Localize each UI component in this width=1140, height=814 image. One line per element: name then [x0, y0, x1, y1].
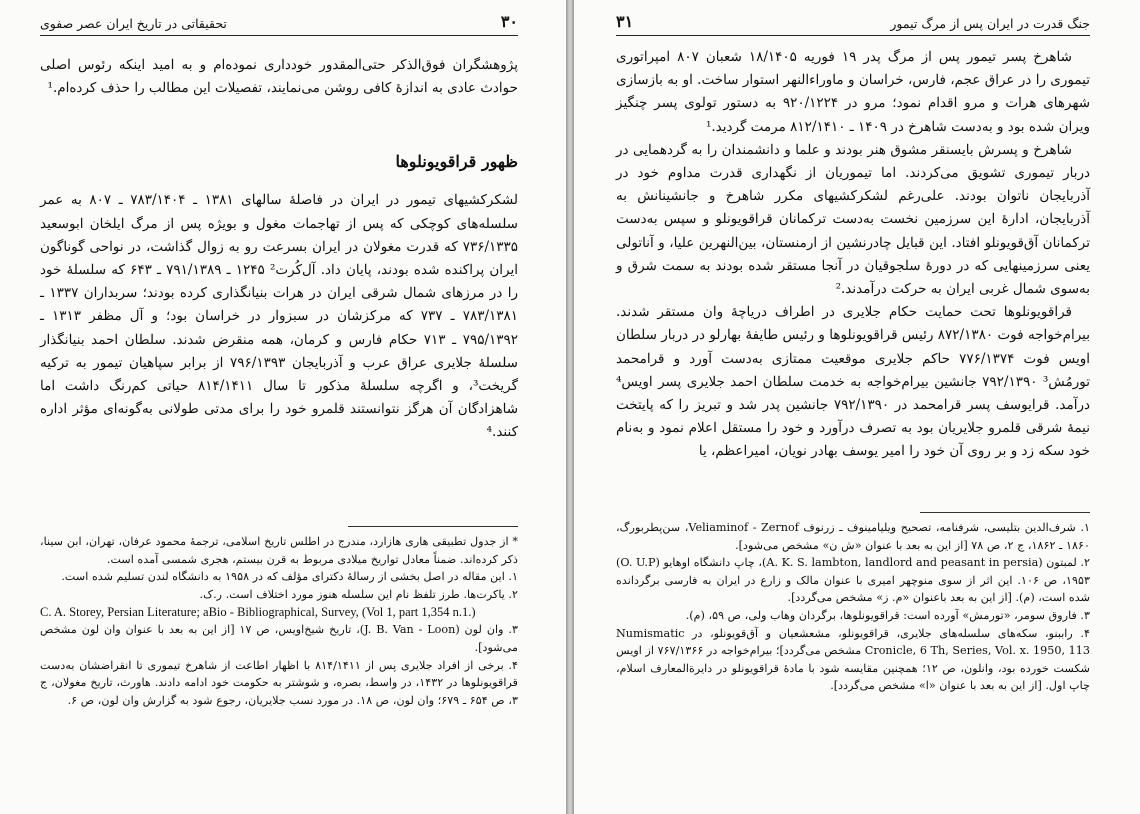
footnote-latin-citation: C. A. Storey, Persian Literature; aBio - Bibliographical, Survey, (Vol 1, part 1,354 n.1.) [40, 605, 476, 620]
right-page-number: ۳۱ [616, 12, 634, 31]
footnote-rule [348, 526, 518, 527]
section-heading: ظهور قراقویونلوها [395, 152, 518, 172]
footnote-rule [920, 512, 1090, 513]
footnote-item: ۳. فاروق سومر، «تورمش» آورده است: قراقویونلوها، برگردان وهاب ولی، ص ۵۹، (م). [685, 608, 1090, 622]
right-running-header [616, 12, 1090, 36]
footnote-item: ۳. وان لون (J. B. Van - Loon)، تاریخ شیخ‌اویس، ص ۱۷ [از این به بعد با عنوان وان لون مشخص می‌شود]. [40, 623, 518, 654]
right-header-title: جنگ قدرت در ایران پس از مرگ تیمور [890, 16, 1090, 31]
left-body [40, 189, 518, 444]
body-paragraph: شاهرخ و پسرش بایسنقر مشوق هنر بودند و علما و دانشمندان را به گردهمایی در دربار تیموری تشویق می‌کردند. اما تیموریان از نگهداری قدرت مداوم خود در آذربایجان ناتوان بودند. علی‌رغم لشکرکشیهای مکرر شاهرخ و جانشینانش به آذربایجان، ادارهٔ این سرزمین نخست به‌دست ترکمانان قراقویونلو و سپس به‌دست ترکمانان آق‌قویونلو افتاد. این قبایل چادرنشین از ارمنستان، بین‌النهرین علیا، و آناتولی یعنی سرزمینهایی که در دورهٔ سلجوقیان در آنجا مستقر شده بودند به سمت شرق و به‌سوی شمال غربی ایران به حرکت درآمدند.² [616, 141, 1090, 298]
footnote-item: ۲. یاکرت‌ها. طرز تلفظ نام این سلسله هنوز مورد اختلاف است. ر.ک. [199, 587, 518, 601]
footnote-item: * از جدول تطبیقی هاری هازارد، مندرج در اطلس تاریخ اسلامی، ترجمهٔ محمود عرفان، تهران، ابن سینا، ذکر کرده‌اند. ضمناً معادل تواریخ میلادی مربوط به قرن بیستم، هجری شمسی آمده است. [40, 535, 518, 566]
right-footnotes [616, 512, 1090, 695]
left-header-title: تحقیقاتی در تاریخ ایران عصر صفوی [40, 16, 227, 31]
left-footnotes [40, 526, 518, 709]
intro-paragraph: پژوهشگران فوق‌الذکر حتی‌المقدور خودداری نموده‌ام و به امید اینکه رئوس اصلی حوادث عادی به اندازهٔ کافی روشن می‌نمایند، تفصیلات این مطالب را حذف کرده‌ام.¹ [40, 57, 518, 97]
right-body [616, 46, 1090, 464]
left-page-number: ۳۰ [500, 12, 518, 31]
left-intro [40, 54, 518, 100]
footnote-item: ۴. راببنو، سکه‌های سلسله‌های جلایری، قراقویونلو، مشعشعیان و آق‌قویونلو، در Numismatic Cronicle, 6 Th, Series, Vol. x. 1950, 113 مشخص می‌گردد]؛ بیرام‌خواجه در ۷۶۷/۱۳۶۶ از اویس شکست خورده بود، وانلون، ص ۱۲؛ همچنین مقایسه شود با مادهٔ قراقویونلو در دایرةالمعارف اسلام، چاپ اول. [از این به بعد با عنوان «ا» مشخص می‌گردد]. [616, 626, 1091, 693]
left-page [0, 0, 566, 814]
footnote-item: ۱. این مقاله در اصل بخشی از رسالهٔ دکترای مؤلف که در ۱۹۵۸ به دانشگاه لندن تسلیم شده است. [61, 570, 518, 584]
footnote-item: ۴. برخی از افراد جلایری پس از ۸۱۴/۱۴۱۱ با اظهار اطاعت از شاهرخ تیموری تا انقراضشان به‌دست قراقویونلوها در ۱۴۳۲، در واسط، بصره، و شوشتر به حکومت خود ادامه دادند. هاورث، تاریخ مغولان، ج ۳، ص ۶۵۴ ـ ۶۷۹؛ وان لون، ص ۱۸. در مورد نسب جلایریان، رجوع شود به گزارش وان لون، ص ۶. [40, 658, 518, 707]
body-paragraph: شاهرخ پسر تیمور پس از مرگ پدر ۱۹ فوریه ۱۸/۱۴۰۵ شعبان ۸۰۷ امپراتوری تیموری را در عراق عجم، فارس، خراسان و ماوراءالنهر استوار ساخت. او به بازسازی شهرهای هرات و مرو اقدام نمود؛ مرو در ۹۲۰/۱۲۲۴ به دستور تولوی پسر چنگیز ویران شده بود و به‌دست شاهرخ در ۱۴۰۹ ـ ۸۱۲/۱۴۱۰ مرمت گردید.¹ [616, 49, 1091, 135]
body-paragraph: قراقویونلوها تحت حمایت حکام جلایری در اطراف دریاچهٔ وان مستقر شدند. بیرام‌خواجه فوت ۸۷۲/۱۳۸۰ رئیس قراقویونلوها و رئیس طایفهٔ بهارلو در دربار سلطان اویس فوت ۷۷۶/۱۳۷۴ حاکم جلایری موقعیت ممتازی به‌دست آورد و قرامحمد تورمُش³ ۷۹۲/۱۳۹۰ جانشین بیرام‌خواجه به خدمت سلطان احمد جلایری پسر اویس⁴ درآمد. قرایوسف پسر قرامحمد در ۷۹۲/۱۳۹۰ جانشین پدر شد و تبریز را که پایتخت نیمهٔ شرقی قلمرو جلایریان بود به تصرف درآورد و خود را مستقل اعلام نمود و به‌نام خود سکه زد و بر روی آن خود را امیر یوسف بهادر نویان، امیراعظم، یا [616, 304, 1090, 460]
footnote-item: ۲. لمبتون (A. K. S. lambton, landlord and peasant in persia)، چاپ دانشگاه اوهایو (O. U.P) ۱۹۵۳، ص ۱۰۶. این اثر از سوی منوچهر امیری با عنوان مالک و زارع در ایران به فارسی برگردانده شده است، (م). [از این به بعد باعنوان «م. ز» مشخص می‌گردد]. [616, 556, 1090, 605]
right-page [574, 0, 1140, 814]
footnote-item: ۱. شرف‌الدین بتلیسی، شرفنامه، تصحیح ویلیامینوف ـ زرنوف Veliaminof - Zernof، سن‌پطربورگ، ۱۸۶۰ ـ ۱۸۶۲، ج ۲، ص ۷۸ [از این به بعد با عنوان «ش ن» مشخص می‌شود]. [616, 521, 1090, 552]
book-gutter [566, 0, 574, 814]
body-paragraph: لشکرکشیهای تیمور در ایران در فاصلهٔ سالهای ۱۳۸۱ ـ ۷۸۳/۱۴۰۴ ـ ۸۰۷ به عمر سلسله‌های کوچکی که پس از تهاجمات مغول و بویژه پس از مرگ ایلخان ابوسعید ۷۳۶/۱۳۳۵ که قدرت مغولان در ایران بسرعت رو به زوال گذاشت، در نواحی گوناگون ایران پراکنده شده بودند، پایان داد. آل‌کُرت² ۱۲۴۵ ـ ۷۹۱/۱۳۸۹ ـ ۶۴۳ که سلسلهٔ خود را در مرزهای شمال شرقی ایران در هرات بنیانگذاری کرده بودند؛ سربداران ۱۳۳۷ ـ ۷۸۳/۱۳۸۱ ـ ۷۳۷ که مرکزشان در سبزوار در خراسان بود؛ و آل مظفر ۱۳۱۳ ـ ۷۹۵/۱۳۹۲ ـ ۷۱۳ حکام فارس و کرمان، همه منقرض شدند. سلطان احمد بنیانگذار سلسلهٔ جلایری عراق عرب و آذربایجان ۷۹۶/۱۳۹۳ از برابر سپاهیان تیمور به ترکیه گریخت³، و اگرچه سلسلهٔ مذکور تا سال ۸۱۴/۱۴۱۱ حیاتی کم‌رنگ داشت اما شاهزادگان آن هرگز نتوانستند قلمرو خود را برای مدتی طولانی به‌گونه‌ای مؤثر اداره کنند.⁴ [40, 192, 519, 441]
left-running-header [40, 12, 518, 36]
